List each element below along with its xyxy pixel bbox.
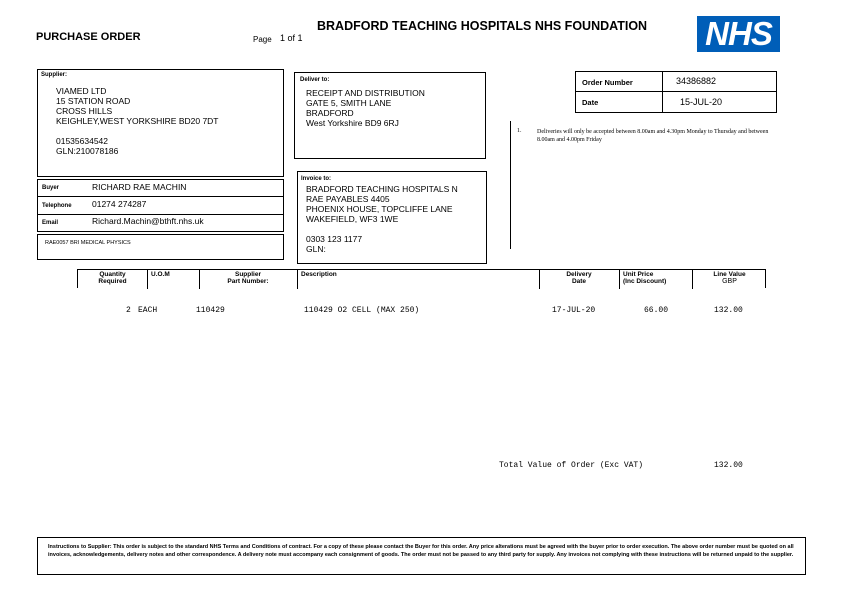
header-delivery-date: [539, 271, 619, 285]
invoice-line: RAE PAYABLES 4405: [306, 194, 390, 204]
invoice-to-box: [297, 171, 487, 264]
invoice-line: [306, 224, 458, 234]
buyer-name: RICHARD RAE MACHIN: [92, 182, 187, 192]
instructions-text: Instructions to Supplier: This order is subject to the standard NHS Terms and Conditions of contract. For a copy of these please contact the Buyer for this order. Any price alterations must be agreed with the buyer prior to order execution. The above order number must be quoted on all invoices, acknowledgements, delivery notes and other correspondence. A delivery note must accompany each consignment of goods. The order must not be passed to any third party for supply. Any invoices not complying with these instructions will be returned unpaid to the supplier.: [48, 544, 794, 558]
order-details-box: [575, 71, 777, 113]
buyer-label: Buyer: [42, 185, 60, 191]
header-description: [301, 271, 337, 278]
nhs-logo: NHS: [697, 16, 780, 52]
document-title: PURCHASE ORDER: [36, 31, 141, 43]
note-text: Deliveries will only be accepted between 8.00am and 4.30pm Monday to Thursday and between 8.00am and 4.00pm Friday: [537, 129, 769, 143]
supplier-box: [37, 69, 284, 177]
invoice-to-label: Invoice to:: [301, 176, 332, 182]
row-quantity: 2: [126, 306, 131, 315]
deliver-line: GATE 5, SMITH LANE: [306, 98, 392, 108]
invoice-gln: GLN:: [306, 244, 326, 254]
email-value: Richard.Machin@bthft.nhs.uk: [92, 216, 204, 226]
deliver-line: West Yorkshire BD9 6RJ: [306, 118, 399, 128]
telephone-label: Telephone: [42, 203, 72, 209]
header-uom-line1: U.O.M: [151, 271, 170, 278]
row-unit-price: 66.00: [644, 306, 669, 315]
invoice-to-address: [306, 184, 458, 254]
cost-centre-box: [37, 234, 284, 260]
page-label: Page: [253, 35, 272, 44]
header-part-number: [199, 271, 297, 285]
organisation-name: BRADFORD TEACHING HOSPITALS NHS FOUNDATION: [317, 19, 648, 33]
deliver-to-address: [306, 88, 425, 128]
cost-centre: RAE0057 BRI MEDICAL PHYSICS: [45, 240, 131, 246]
table-header: [77, 269, 766, 288]
supplier-gln: GLN:210078186: [56, 146, 119, 156]
header-part-line1: Supplier: [234, 271, 261, 278]
header-description-line1: Description: [301, 271, 337, 278]
deliver-to-label: Deliver to:: [300, 77, 330, 83]
header-quantity-line1: Quantity: [99, 271, 126, 278]
notes-divider: [510, 121, 511, 249]
header-quantity-line2: Required: [98, 278, 127, 285]
order-number-value: 34386882: [676, 76, 717, 86]
header-price-line1: Unit Price: [623, 271, 654, 278]
row-uom: EACH: [138, 306, 158, 315]
supplier-address: [56, 86, 219, 156]
supplier-line: VIAMED LTD: [56, 86, 107, 96]
header-unit-price: [623, 271, 666, 285]
invoice-line: BRADFORD TEACHING HOSPITALS N: [306, 184, 458, 194]
header-line-value-line2: GBP: [722, 278, 737, 285]
row-delivery-date: 17-JUL-20: [552, 306, 596, 315]
total-label: Total Value of Order (Exc VAT): [499, 461, 644, 470]
header-price-line2: (Inc Discount): [623, 278, 667, 285]
deliver-to-box: [294, 72, 486, 159]
header-uom: [147, 271, 199, 278]
note-index: 1.: [517, 128, 522, 134]
buyer-box: [37, 179, 284, 232]
supplier-line: CROSS HILLS: [56, 106, 113, 116]
instructions-box: [37, 537, 806, 575]
row-part-number: 110429: [196, 306, 225, 315]
supplier-line: KEIGHLEY,WEST YORKSHIRE BD20 7DT: [56, 116, 219, 126]
order-date-value: 15-JUL-20: [680, 97, 723, 107]
supplier-label: Supplier:: [41, 72, 68, 78]
invoice-line: PHOENIX HOUSE, TOPCLIFFE LANE: [306, 204, 453, 214]
header-quantity: [78, 271, 147, 285]
deliver-line: RECEIPT AND DISTRIBUTION: [306, 88, 425, 98]
telephone-value: 01274 274287: [92, 199, 147, 209]
row-description: 110429 O2 CELL (MAX 250): [304, 306, 420, 315]
order-number-label: Order Number: [582, 78, 633, 87]
page-number: 1 of 1: [280, 33, 303, 43]
header-delivery-line2: Date: [571, 278, 587, 285]
row-line-value: 132.00: [714, 306, 743, 315]
order-date-label: Date: [582, 98, 599, 107]
header-delivery-line1: Delivery: [566, 271, 592, 278]
supplier-line: 15 STATION ROAD: [56, 96, 131, 106]
invoice-phone: 0303 123 1177: [306, 234, 363, 244]
invoice-line: WAKEFIELD, WF3 1WE: [306, 214, 399, 224]
deliver-line: BRADFORD: [306, 108, 354, 118]
header-line-value-line1: Line Value: [713, 271, 746, 278]
header-line-value: [692, 271, 767, 285]
total-value: 132.00: [714, 461, 743, 470]
supplier-phone: 01535634542: [56, 136, 109, 146]
email-label: Email: [42, 220, 59, 226]
header-part-line2: Part Number:: [227, 278, 269, 285]
supplier-line: [56, 126, 219, 136]
